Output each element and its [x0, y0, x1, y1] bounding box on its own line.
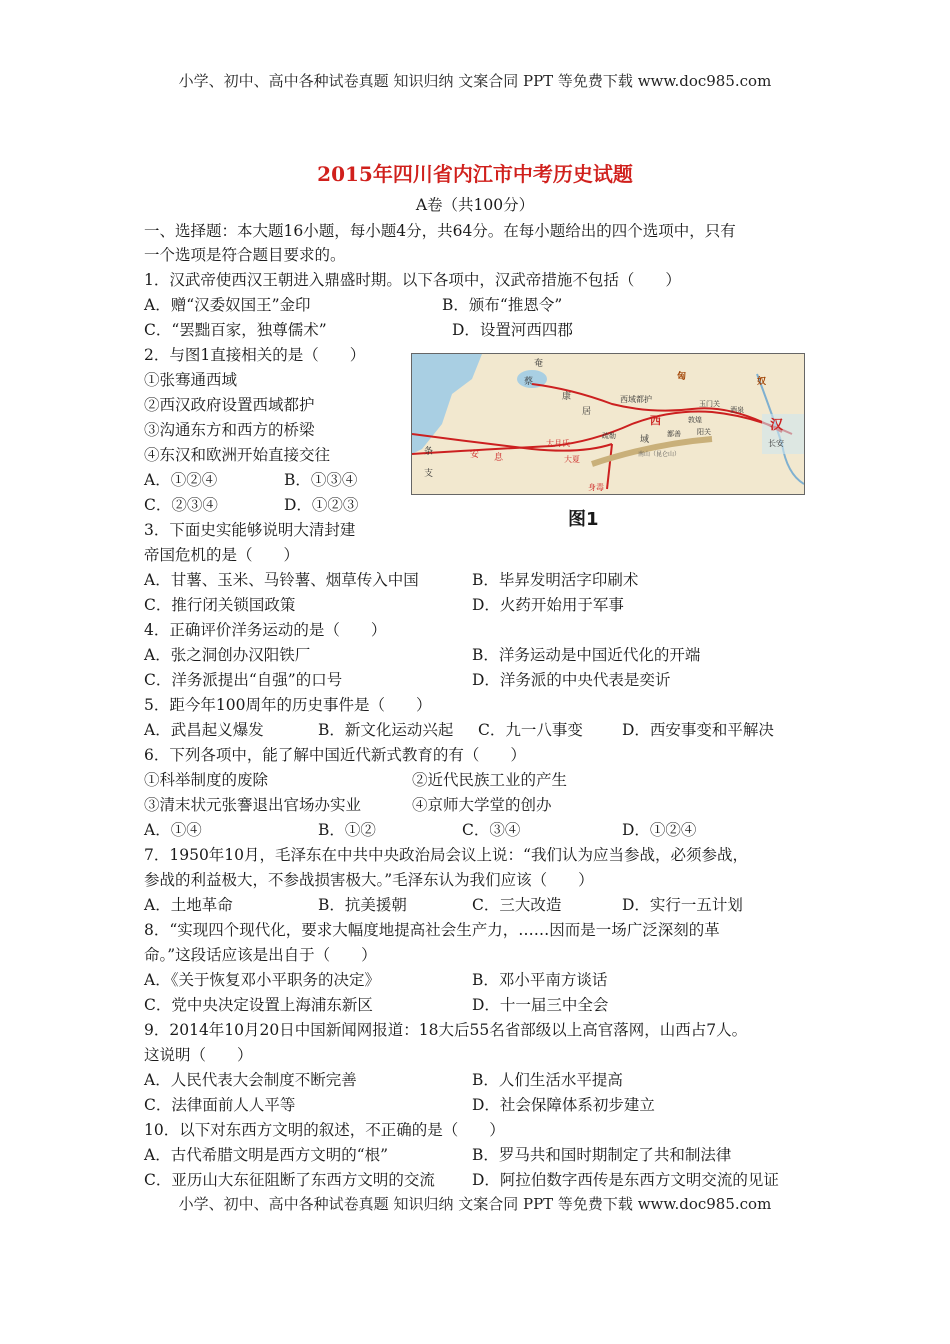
- label-an: 奄: [534, 359, 544, 369]
- q9-stem: 9．2014年10月20日中国新闻网报道：18大后55名省部级以上高官落网，山西占7人。: [144, 1021, 748, 1039]
- label-shendu: 身毒: [588, 483, 604, 492]
- label-cai: 蔡: [524, 377, 534, 387]
- q3-option-a: A．甘薯、玉米、马铃薯、烟草传入中国: [144, 571, 419, 589]
- label-nanshan: 南山（昆仑山）: [638, 451, 681, 458]
- q2-stem: 2．与图1直接相关的是（ ）: [144, 346, 366, 364]
- label-shanshan: 鄯善: [667, 430, 681, 438]
- q2-item-2: ②西汉政府设置西域都护: [144, 396, 315, 414]
- label-jiuquan: 酒泉: [730, 406, 744, 414]
- q5-option-b: B．新文化运动兴起: [318, 721, 454, 739]
- page-footer: 小学、初中、高中各种试卷真题 知识归纳 文案合同 PPT 等免费下载 www.doc985.com: [178, 1195, 772, 1213]
- label-daxia: 大夏: [564, 455, 580, 464]
- q5-option-d: D．西安事变和平解决: [622, 721, 774, 739]
- label-kang: 康: [562, 392, 572, 402]
- label-dunhuang: 敦煌: [688, 416, 702, 424]
- q1-option-b: B．颁布“推恩令”: [442, 296, 563, 314]
- q8-option-a: A．《关于恢复邓小平职务的决定》: [144, 971, 380, 989]
- q7-option-a: A．土地革命: [144, 896, 233, 914]
- figure-caption: 图1: [568, 509, 599, 530]
- q10-stem: 10．以下对东西方文明的叙述，不正确的是（ ）: [144, 1121, 505, 1139]
- q10-option-a: A．古代希腊文明是西方文明的“根”: [144, 1146, 389, 1164]
- q8-stem-cont: 命。”这段话应该是出自于（ ）: [144, 946, 377, 964]
- q3-stem-cont: 帝国危机的是（ ）: [144, 546, 300, 564]
- q2-option-d: D．①②③: [284, 496, 359, 514]
- q10-option-b: B．罗马共和国时期制定了共和制法律: [472, 1146, 732, 1164]
- q7-option-d: D．实行一五计划: [622, 896, 743, 914]
- q10-option-c: C．亚历山大东征阻断了东西方文明的交流: [144, 1171, 435, 1189]
- q9-option-a: A．人民代表大会制度不断完善: [144, 1071, 357, 1089]
- q8-option-d: D．十一届三中全会: [472, 996, 609, 1014]
- q6-stem: 6．下列各项中，能了解中国近代新式教育的有（ ）: [144, 746, 526, 764]
- q6-option-a: A．①④: [144, 821, 202, 839]
- q4-stem: 4．正确评价洋务运动的是（ ）: [144, 621, 387, 639]
- q7-stem-cont: 参战的利益极大，不参战损害极大。”毛泽东认为我们应该（ ）: [144, 871, 594, 889]
- q10-option-d: D．阿拉伯数字西传是东西方文明交流的见证: [472, 1171, 779, 1189]
- q6-item-1: ①科举制度的废除: [144, 771, 269, 789]
- q5-option-c: C．九一八事变: [478, 721, 583, 739]
- q7-option-c: C．三大改造: [472, 896, 562, 914]
- label-yangguan: 阳关: [697, 428, 711, 436]
- q4-option-d: D．洋务派的中央代表是奕䜣: [472, 671, 671, 689]
- q9-option-b: B．人们生活水平提高: [472, 1071, 623, 1089]
- q9-option-d: D．社会保障体系初步建立: [472, 1096, 655, 1114]
- q2-option-b: B．①③④: [284, 471, 358, 489]
- q6-item-2: ②近代民族工业的产生: [412, 771, 568, 789]
- q1-option-d: D．设置河西四郡: [452, 321, 573, 339]
- q6-option-b: B．①②: [318, 821, 376, 839]
- q6-item-4: ④京师大学堂的创办: [412, 796, 552, 814]
- q7-stem: 7．1950年10月，毛泽东在中共中央政治局会议上说：“我们认为应当参战，必须参战，: [144, 846, 748, 864]
- exam-subtitle: A卷（共100分）: [415, 196, 535, 214]
- q5-stem: 5．距今年100周年的历史事件是（ ）: [144, 696, 432, 714]
- label-ju: 居: [582, 407, 592, 417]
- q4-option-b: B．洋务运动是中国近代化的开端: [472, 646, 701, 664]
- label-dayuezhi: 大月氏: [546, 439, 570, 448]
- label-tiao: 条: [424, 447, 434, 457]
- label-han: 汉: [770, 418, 784, 433]
- exam-title: 2015年四川省内江市中考历史试题: [317, 162, 633, 186]
- q9-option-c: C．法律面前人人平等: [144, 1096, 296, 1114]
- section-intro: 一、选择题：本大题16小题，每小题4分，共64分。在每小题给出的四个选项中，只有: [144, 222, 736, 240]
- q8-stem: 8．“实现四个现代化，要求大幅度地提高社会生产力，……因而是一场广泛深刻的革: [144, 921, 720, 939]
- q2-item-4: ④东汉和欧洲开始直接交往: [144, 446, 331, 464]
- label-nu: 奴: [757, 377, 767, 387]
- q6-option-c: C．③④: [462, 821, 521, 839]
- q2-option-c: C．②③④: [144, 496, 218, 514]
- q3-stem: 3．下面史实能够说明大清封建: [144, 521, 356, 539]
- label-yu: 域: [640, 435, 650, 445]
- map-graphic: [412, 354, 804, 494]
- q1-stem: 1．汉武帝使西汉王朝进入鼎盛时期。以下各项中，汉武帝措施不包括（ ）: [144, 271, 681, 289]
- label-changan: 长安: [768, 439, 784, 448]
- page-header: 小学、初中、高中各种试卷真题 知识归纳 文案合同 PPT 等免费下载 www.doc985.com: [178, 72, 772, 90]
- q7-option-b: B．抗美援朝: [318, 896, 407, 914]
- label-shule: 疏勒: [602, 432, 616, 440]
- label-xi: 西: [650, 414, 661, 427]
- q2-item-1: ①张骞通西域: [144, 371, 238, 389]
- section-intro-cont: 一个选项是符合题目要求的。: [144, 246, 346, 264]
- q3-option-d: D．火药开始用于军事: [472, 596, 624, 614]
- q4-option-a: A．张之洞创办汉阳铁厂: [144, 646, 311, 664]
- q4-option-c: C．洋务派提出“自强”的口号: [144, 671, 343, 689]
- q8-option-b: B．邓小平南方谈话: [472, 971, 608, 989]
- q8-option-c: C．党中央决定设置上海浦东新区: [144, 996, 373, 1014]
- q9-stem-cont: 这说明（ ）: [144, 1046, 253, 1064]
- label-an2: 安: [470, 450, 480, 460]
- label-duhu: 西域都护: [620, 395, 652, 404]
- label-xiong: 匈: [677, 372, 687, 382]
- q6-option-d: D．①②④: [622, 821, 697, 839]
- silk-road-map: [411, 353, 805, 495]
- q2-item-3: ③沟通东方和西方的桥梁: [144, 421, 315, 439]
- q6-item-3: ③清末状元张謇退出官场办实业: [144, 796, 362, 814]
- q3-option-c: C．推行闭关锁国政策: [144, 596, 296, 614]
- q2-option-a: A．①②④: [144, 471, 218, 489]
- label-yumenguan: 玉门关: [699, 400, 720, 408]
- label-xi2: 息: [494, 453, 504, 463]
- q1-option-c: C．“罢黜百家，独尊儒术”: [144, 321, 327, 339]
- q1-option-a: A．赠“汉委奴国王”金印: [144, 296, 311, 314]
- q3-option-b: B．毕昇发明活字印刷术: [472, 571, 639, 589]
- q5-option-a: A．武昌起义爆发: [144, 721, 264, 739]
- label-zhi: 支: [424, 469, 434, 479]
